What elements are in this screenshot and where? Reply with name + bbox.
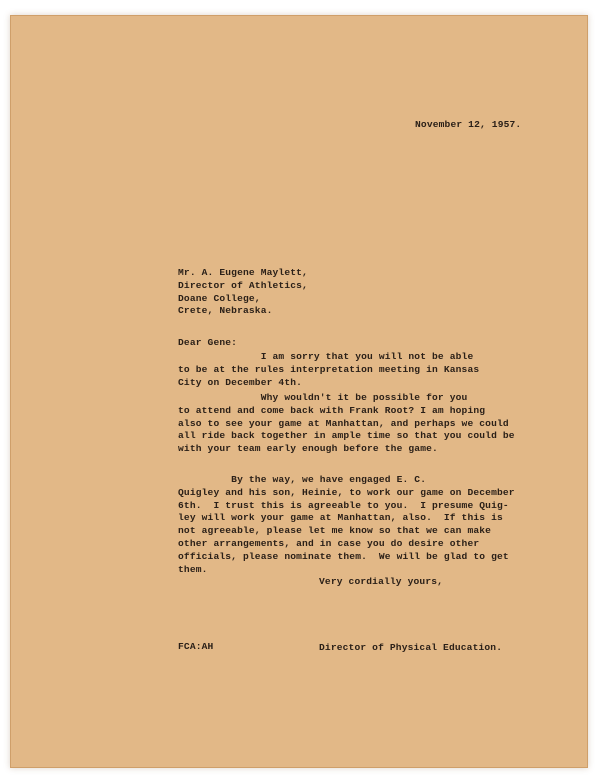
paragraph-line: other arrangements, and in case you do desire other [178,537,480,549]
recipient-address [178,267,308,318]
paragraph-line: City on December 4th. [178,376,303,388]
address-line: Director of Athletics, [178,279,308,291]
paragraph-line: Why wouldn't it be possible for you [178,392,468,403]
salutation: Dear Gene: [178,337,238,348]
paragraph-line: 6th. I trust this is agreeable to you. I presume Quig- [178,499,509,511]
paragraph-line: ley will work your game at Manhattan, also. If this is [178,512,503,524]
typist-initials: FCA:AH [178,641,214,652]
paragraph-line: I am sorry that you will not be able [178,351,474,362]
paragraph-line: all ride back together in ample time so that you could be [178,430,515,442]
paragraph-line: By the way, we have engaged E. C. [178,474,427,485]
paragraph-1 [178,351,479,389]
paragraph-line: officials, please nominate them. We will be glad to get [178,550,509,562]
paragraph-line: also to see your game at Manhattan, and perhaps we could [178,417,509,429]
address-line: Mr. A. Eugene Maylett, [178,267,308,278]
paragraph-line: them. [178,563,208,575]
paragraph-line: not agreeable, please let me know so that we can make [178,525,492,537]
paragraph-2 [178,392,515,456]
closing: Very cordially yours, [319,576,444,587]
paragraph-line: to attend and come back with Frank Root? I am hoping [178,404,486,416]
address-line: Doane College, [178,292,261,304]
paragraph-line: with your team early enough before the game. [178,443,438,455]
paragraph-3 [178,474,515,576]
address-line: Crete, Nebraska. [178,305,273,317]
signature-title: Director of Physical Education. [319,642,503,653]
letter-date: November 12, 1957. [415,119,522,130]
paragraph-line: to be at the rules interpretation meeting in Kansas [178,363,480,375]
letter-page [10,15,588,768]
paragraph-line: Quigley and his son, Heinie, to work our game on December [178,486,515,498]
